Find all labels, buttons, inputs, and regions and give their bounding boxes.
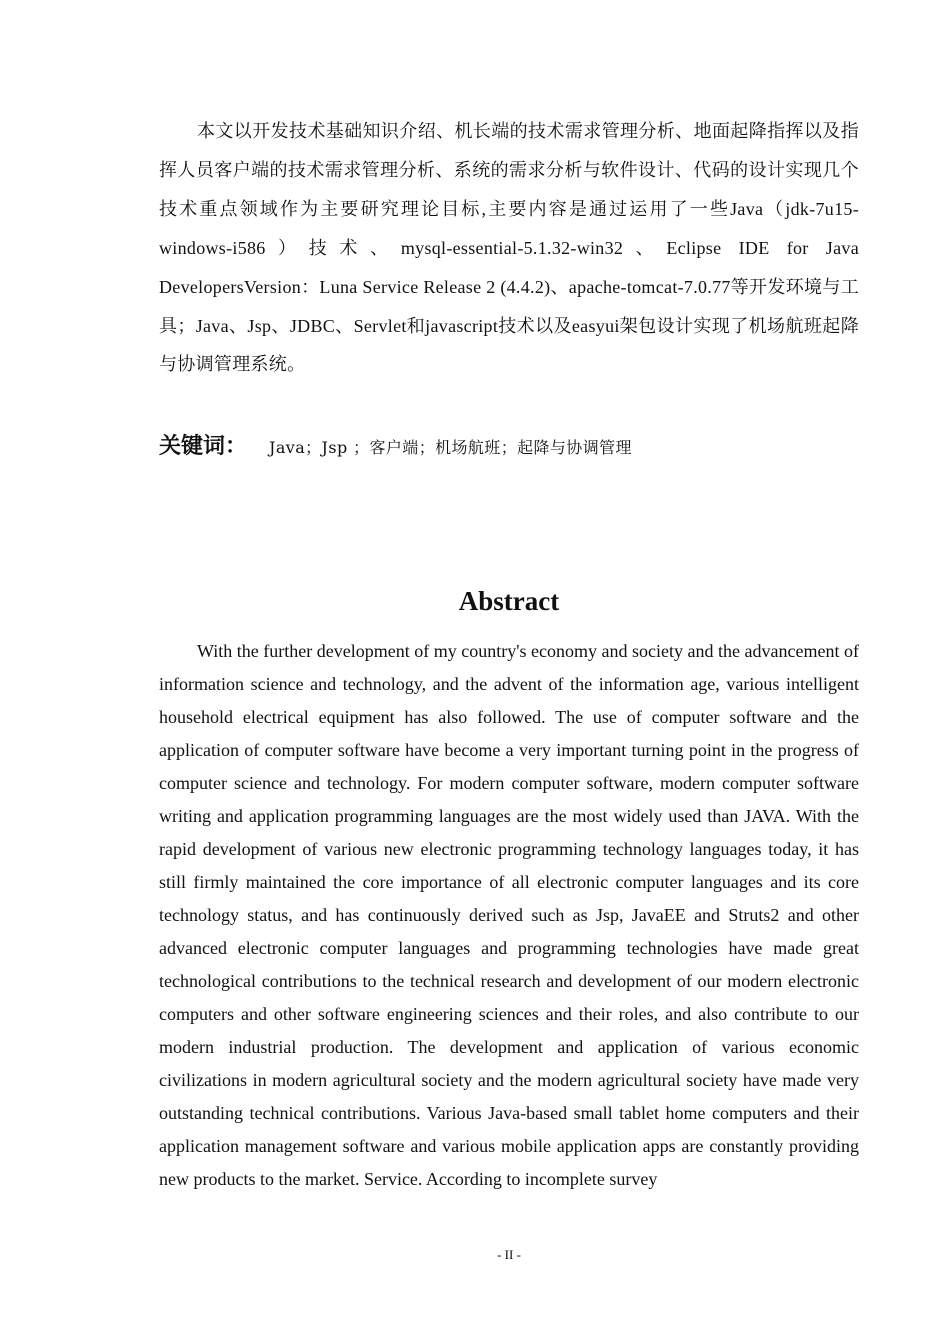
keywords-row xyxy=(159,429,859,460)
abstract-title: Abstract xyxy=(458,586,560,616)
keywords-text: Java；Jsp ；客户端；机场航班；起降与协调管理 xyxy=(269,438,632,457)
chinese-summary-paragraph: 本文以开发技术基础知识介绍、机长端的技术需求管理分析、地面起降指挥以及指挥人员客户端的技术需求管理分析、系统的需求分析与软件设计、代码的设计实现几个技术重点领域作为主要研究理论目标,主要内容是通过运用了一些Java（jdk-7u15-windows-i586）技术、mysql-essential-5.1.32-win32、Eclipse IDE for Java DevelopersVersion：Luna Service Release 2 (4.4.2)、apache-tomcat-7.0.77等开发环境与工具；Java、Jsp、JDBC、Servlet和javascript技术以及easyui架包设计实现了机场航班起降与协调管理系统。 xyxy=(159,121,859,375)
abstract-body: With the further development of my country's economy and society and the advancement of information science and technology, and the advent of the information age, various intelligent household electrical equipment has also followed. The use of computer software and the application of computer software have become a very important turning point in the progress of computer science and technology. For modern computer software, modern computer software writing and application programming languages are the most widely used than JAVA. With the rapid development of various new electronic programming technology languages today, it has still firmly maintained the core importance of all electronic computer languages and its core technology status, and has continuously derived such as Jsp, JavaEE and Struts2 and other advanced electronic computer languages and programming technologies have made great technological contributions to the technical research and development of our modern electronic computers and other software engineering sciences and their roles, and also contribute to our modern industrial production. The development and application of various economic civilizations in modern agricultural society and the modern agricultural society have made very outstanding technical contributions. Various Java-based small tablet home computers and their application management software and various mobile application apps are constantly providing new products to the market. Service. According to incomplete survey xyxy=(159,641,859,1189)
keywords-label: 关键词： xyxy=(159,434,248,459)
page-number: - II - xyxy=(497,1247,521,1262)
